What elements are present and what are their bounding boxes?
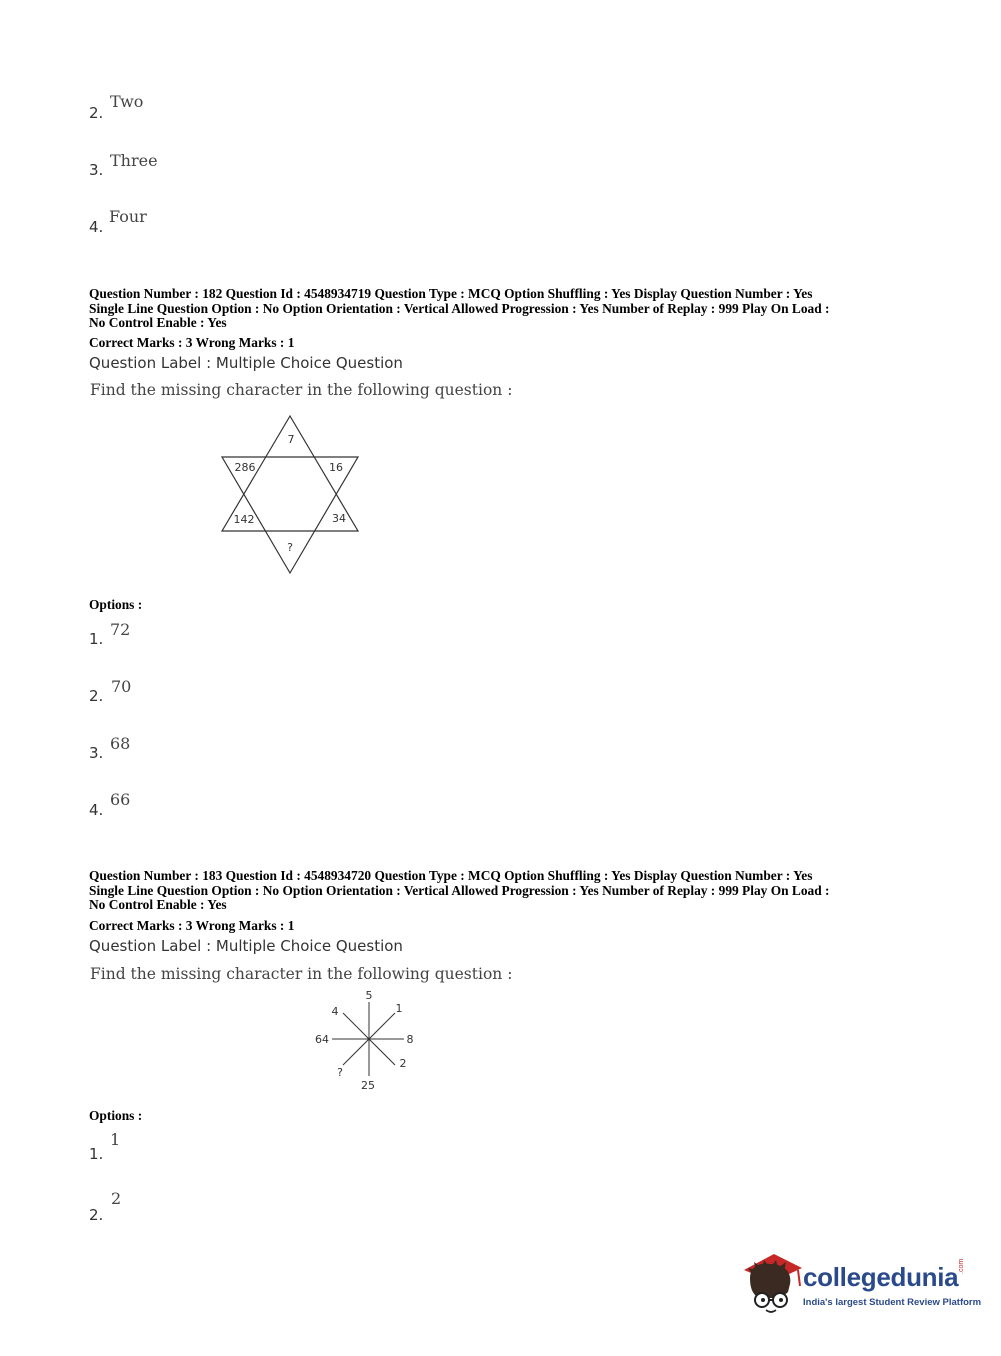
question-label: Question Label : Multiple Choice Question <box>89 937 403 955</box>
meta-line: No Control Enable : Yes <box>89 897 227 912</box>
star-bottom-value: ? <box>287 541 293 554</box>
brand-tagline: India's largest Student Review Platform <box>803 1297 982 1308</box>
meta-line: Question Number : 183 Question Id : 4548934720 Question Type : MCQ Option Shuffling : Yes Display Question Number : Yes <box>89 868 813 883</box>
option-number: 1. <box>89 630 104 648</box>
meta-line: Single Line Question Option : No Option Orientation : Vertical Allowed Progression : Yes Number of Replay : 999 Play On Load : <box>89 300 830 316</box>
options-heading: Options : <box>89 1108 143 1123</box>
option-text: 72 <box>110 620 131 639</box>
mascot-icon <box>740 1248 806 1318</box>
spoke-left-value: 64 <box>315 1033 329 1046</box>
question-label: Question Label : Multiple Choice Question <box>89 354 403 372</box>
spoke-figure <box>305 985 425 1095</box>
spoke-top-right-value: 1 <box>395 1002 403 1015</box>
option-text: 68 <box>110 734 131 753</box>
option-text: Two <box>110 92 144 111</box>
spoke-bottom-left-value: ? <box>337 1066 343 1079</box>
spoke-bottom-right-value: 2 <box>399 1057 407 1070</box>
option-number: 1. <box>89 1145 104 1163</box>
question-text: Find the missing character in the following question : <box>90 381 513 399</box>
option-text: 66 <box>110 790 131 809</box>
marks-info: Correct Marks : 3 Wrong Marks : 1 <box>89 918 295 933</box>
spoke-right-value: 8 <box>406 1033 414 1046</box>
option-text: Three <box>110 151 158 170</box>
option-number: 2. <box>89 687 104 705</box>
star-top-value: 7 <box>287 433 295 446</box>
brand-name: collegedunia <box>803 1262 959 1292</box>
meta-line: Question Number : 182 Question Id : 4548934719 Question Type : MCQ Option Shuffling : Yes Display Question Number : Yes <box>89 286 813 301</box>
question-meta <box>89 869 919 913</box>
option-text: Four <box>109 207 147 226</box>
star-lower-right-value: 34 <box>332 512 346 525</box>
option-number: 2. <box>89 104 104 122</box>
option-text: 2 <box>111 1189 122 1208</box>
star-upper-right-value: 16 <box>329 461 343 474</box>
option-number: 3. <box>89 161 104 179</box>
spoke-top-left-value: 4 <box>331 1005 339 1018</box>
option-text: 70 <box>111 677 132 696</box>
spoke-top-value: 5 <box>365 989 373 1002</box>
option-number: 4. <box>89 218 104 236</box>
option-number: 3. <box>89 744 104 762</box>
star-lower-left-value: 142 <box>233 513 255 526</box>
options-heading: Options : <box>89 597 143 612</box>
star-upper-left-value: 286 <box>234 461 256 474</box>
question-meta <box>89 287 919 331</box>
marks-info: Correct Marks : 3 Wrong Marks : 1 <box>89 335 295 350</box>
star-figure <box>215 412 365 577</box>
option-text: 1 <box>110 1130 121 1149</box>
meta-line: No Control Enable : Yes <box>89 315 227 330</box>
option-number: 2. <box>89 1206 104 1224</box>
option-number: 4. <box>89 801 104 819</box>
question-text: Find the missing character in the following question : <box>90 965 513 983</box>
brand-suffix: .com <box>958 1258 965 1274</box>
spoke-bottom-value: 25 <box>361 1079 375 1092</box>
meta-line: Single Line Question Option : No Option Orientation : Vertical Allowed Progression : Yes Number of Replay : 999 Play On Load : <box>89 882 830 898</box>
